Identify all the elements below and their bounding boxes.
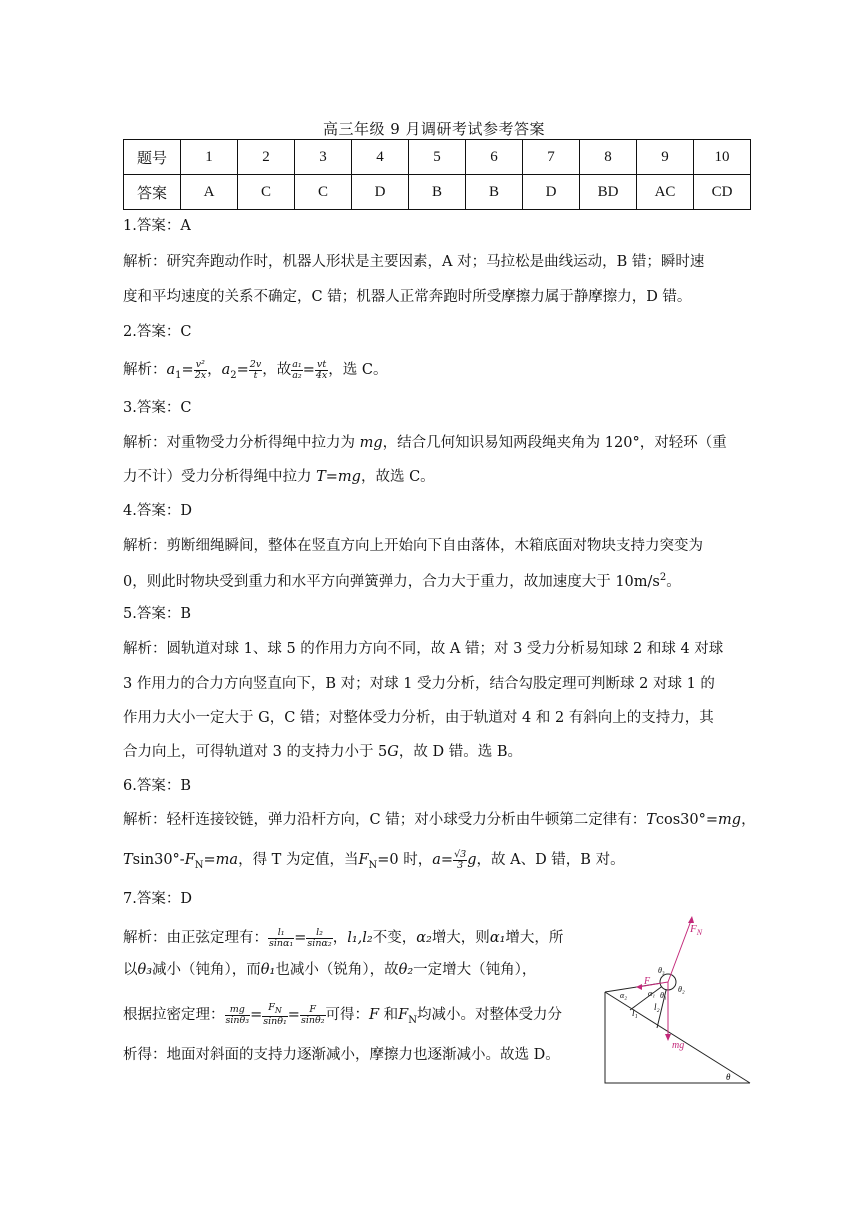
num: a₁ [292,358,302,370]
table-cell: 4 [352,140,409,175]
text: ，故 A、D 错，B 对。 [476,852,625,868]
q1-answer: 1.答案：A [123,218,191,234]
table-cell: B [409,175,466,210]
text: = [203,852,216,868]
num [262,1003,288,1016]
text: 一定增大（钝角）， [413,962,537,978]
var: θ₂ [398,962,414,978]
table-row [124,175,751,210]
table-cell: 5 [409,140,466,175]
label-f: F [644,976,651,987]
q4-analysis-line2 [123,573,753,589]
text: ，故 D 错。选 B。 [398,744,522,760]
var: T [123,852,133,868]
q7-analysis-line2 [123,963,593,978]
q3-analysis-line2 [123,470,753,485]
text: 以 [123,962,138,978]
num: mg [225,1005,251,1016]
num: √3 [454,848,467,860]
text: = [287,1007,300,1023]
q7-analysis-line1 [123,924,593,952]
fraction [306,928,332,949]
var: F [184,852,195,868]
sup: 2 [659,572,667,583]
num: l₁ [268,928,294,939]
fraction [194,360,207,381]
q5-analysis-line4 [123,745,753,760]
table-cell: D [352,175,409,210]
table-cell: AC [637,175,694,210]
sub: N [408,1014,417,1026]
table-cell: 题号 [124,140,181,175]
num: l₂ [306,928,332,939]
text: = [440,852,454,868]
q5-analysis-line1: 解析：圆轨道对球 1、球 5 的作用力方向不同，故 A 错；对 3 受力分析易知球 2 和球 4 对球 [123,641,724,657]
text: 解析： [123,362,167,378]
text: 均减小。对整体受力分 [416,1007,562,1023]
text: 增大，则 [431,930,490,946]
fraction [453,850,467,871]
label-theta3: θ₃ [658,966,665,975]
den: t [253,369,258,381]
var: α₁ [489,930,506,946]
normal-force-arrow [668,918,692,982]
q3-answer: 3.答案：C [123,400,192,416]
q1-analysis-line2: 度和平均速度的关系不确定，C 错；机器人正常奔跑时所受摩擦力属于静摩擦力，D 错。 [123,289,692,305]
table-cell: C [295,175,352,210]
table-cell: 3 [295,140,352,175]
den: sinα₂ [307,937,332,949]
text: ，故 [262,362,292,378]
var: T=mg [316,469,361,485]
q5-analysis-line2: 3 作用力的合力方向竖直向下，B 对；对球 1 受力分析，结合勾股定理可判断球 2 对球 1 的 [123,676,715,692]
label-alpha2: α₂ [620,991,627,1000]
den: sinθ₁ [263,1015,287,1027]
label-alpha1: α₁ [648,989,655,998]
q1-analysis-line1: 解析：研究奔跑动作时，机器人形状是主要因素，A 对；马拉松是曲线运动，B 错；瞬时速 [123,254,705,270]
den: a₂ [292,369,302,381]
answer-table [123,139,751,210]
q6-answer: 6.答案：B [123,778,191,794]
arrowhead-icon [636,984,642,990]
var: θ₃ [137,962,153,978]
text: 力不计）受力分析得绳中拉力 [123,469,317,485]
incline-line [605,992,750,1083]
label-fn: $F_N$ [690,923,703,937]
var: F [358,852,369,868]
fraction [262,1003,288,1026]
q4-answer: 4.答案：D [123,503,192,519]
num: v² [194,360,207,371]
q3-analysis-line1 [123,436,753,451]
sub: N [194,859,204,871]
var: l₁,l₂ [347,930,373,946]
q2-analysis [123,356,753,390]
fraction [249,360,262,381]
text: 可得： [325,1007,369,1023]
table-cell: A [181,175,238,210]
num: 2v [249,358,262,370]
text: = [294,930,307,946]
num: vt [315,360,328,371]
text: 。 [666,573,681,590]
q4-analysis-line1: 解析：剪断细绳瞬间，整体在竖直方向上开始向下自由落体，木箱底面对物块支持力突变为 [123,538,703,554]
var: ma [215,852,239,868]
fraction [315,360,328,381]
text: cos30°= [655,812,719,828]
text: F [268,1002,275,1014]
text: = [236,362,249,378]
num: F [300,1005,326,1016]
text: 0，则此时物块受到重力和水平方向弹簧弹力，合力大于重力，故加速度大于 10m/s [123,573,660,590]
label-theta2: θ₂ [678,985,685,994]
text: ，得 T 为定值，当 [238,852,359,868]
table-cell: B [466,175,523,210]
q6-analysis-line2 [123,846,753,880]
q5-analysis-line3: 作用力大小一定大于 G，C 错；对整体受力分析，由于轨道对 4 和 2 有斜向上的支持力，其 [123,710,714,726]
var: T [646,812,656,828]
var: g [467,852,477,868]
var: a [432,852,441,868]
q7-answer: 7.答案：D [123,891,192,907]
text: = [250,1007,263,1023]
force-diagram [600,910,755,1088]
var: a [221,362,231,378]
label-theta1: θ₁ [660,991,667,1000]
text: 解析：由正弦定理有： [123,930,268,946]
text: = [181,362,194,378]
table-row [124,140,751,175]
den: sinα₁ [269,937,294,949]
den: sinθ₂ [300,1014,325,1026]
var: G [387,744,399,760]
label-theta: θ [726,1072,731,1082]
arrowhead-icon [665,1034,671,1041]
table-cell: CD [694,175,751,210]
var: α₂ [416,930,432,946]
text: = [302,362,315,378]
den: sinθ₃ [225,1014,250,1026]
text: 解析：轻杆连接铰链，弹力沿杆方向，C 错；对小球受力分析由牛顿第二定律有： [123,812,647,828]
var: θ₁ [260,962,276,978]
text: 根据拉密定理： [123,1007,225,1023]
table-cell: 6 [466,140,523,175]
fraction [300,1005,326,1026]
fraction [291,360,302,381]
q2-answer: 2.答案：C [123,324,192,340]
var: mg [359,435,383,451]
text: ， [741,812,756,828]
table-cell: BD [580,175,637,210]
text: ， [207,362,222,378]
text: ，结合几何知识易知两段绳夹角为 120°，对轻环（重 [382,435,727,451]
var: a [166,362,176,378]
text: sin30°- [132,852,185,868]
sub: N [368,859,378,871]
text: 也减小（锐角），故 [275,962,399,978]
table-cell: 8 [580,140,637,175]
table-cell: 1 [181,140,238,175]
fraction [268,928,294,949]
table-cell: 9 [637,140,694,175]
text: 不变， [372,930,417,946]
label-l2: l₂ [654,1002,660,1012]
sub: N [274,1006,282,1016]
arrowhead-icon [688,916,694,923]
table-cell: C [238,175,295,210]
fraction [225,1005,251,1026]
text: 合力向上，可得轨道对 3 的支持力小于 5 [123,744,388,760]
page-title: 高三年级 9 月调研考试参考答案 [322,120,546,138]
text: =0 时， [377,852,433,868]
q6-analysis-line1 [123,812,756,828]
text: ，故选 C。 [360,469,435,485]
table-cell: 10 [694,140,751,175]
var: F [369,1007,380,1023]
var: F [398,1007,409,1023]
q5-answer: 5.答案：B [123,606,191,622]
text: ，选 C。 [328,362,388,378]
den: 3 [457,859,464,871]
table-cell: D [523,175,580,210]
sub: 1 [175,369,182,381]
den: 4x [315,369,328,381]
den: 2x [194,369,207,381]
text: 和 [379,1007,399,1023]
text: ， [332,930,348,946]
table-cell: 7 [523,140,580,175]
table-cell: 2 [238,140,295,175]
sub: 2 [230,369,237,381]
text: 减小（钝角），而 [152,962,261,978]
table-cell: 答案 [124,175,181,210]
text: 解析：对重物受力分析得绳中拉力为 [123,435,360,451]
q7-analysis-line4: 析得：地面对斜面的支持力逐渐减小，摩擦力也逐渐减小。故选 D。 [123,1047,560,1063]
label-l1: l₁ [632,1008,638,1018]
var: mg [718,812,742,828]
text: 增大，所 [505,930,564,946]
q7-analysis-line3 [123,1001,593,1035]
label-mg: mg [672,1040,685,1051]
